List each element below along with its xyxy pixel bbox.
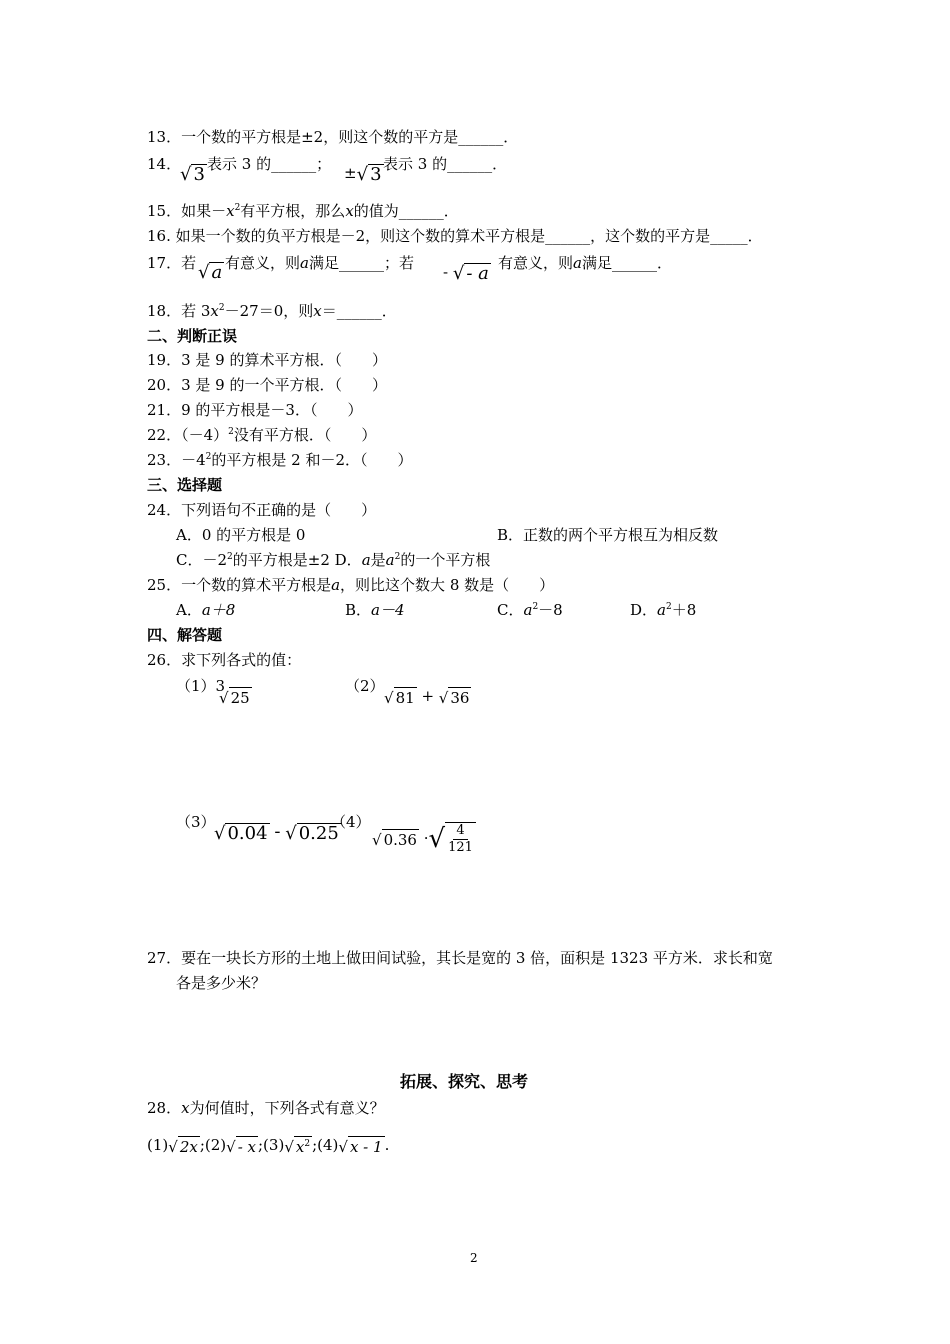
question-15: 15．如果$-x^2$有平方根，那么x的值为______． [147, 202, 459, 220]
section-heading-4: 四、解答题 [147, 626, 223, 644]
question-20: 20．3 是 9 的一个平方根．（ ） [147, 376, 387, 394]
q25-option-b: B．a－4 [345, 601, 405, 619]
question-22: 22．$(-4)^2$没有平方根．（ ） [147, 426, 377, 444]
q17-radical-1: √ a [198, 261, 223, 283]
question-19: 19．3 是 9 的算术平方根．（ ） [147, 351, 387, 369]
page-number: 2 [470, 1251, 478, 1265]
question-13: 13．一个数的平方根是±2，则这个数的平方是______． [147, 128, 519, 146]
question-18: 18．若 $3x^2-27=0$，则x＝______． [147, 302, 397, 320]
q14-text-2: 表示 3 的______． [383, 155, 508, 173]
q25-option-a: A．a＋8 [176, 601, 236, 619]
q14-number: 14． [147, 155, 182, 173]
q24-option-a: A．0 的平方根是 0 [176, 526, 306, 544]
question-24: 24．下列语句不正确的是（ ） [147, 501, 377, 519]
q17-text-2: 有意义，则a满足______． [498, 254, 672, 272]
q26-part-4-expr: √ 0.36 ·√ $\frac{4}{121}$ [372, 822, 476, 856]
q14-radical-1: √ 3 [180, 163, 205, 185]
q26-part-2-label: （2） [345, 677, 385, 695]
q17-text-1: 有意义，则a满足______；若 [225, 254, 414, 272]
question-23: 23．$-4^2$的平方根是 2 和－2．（ ） [147, 451, 413, 469]
q28-expressions: (1)√ 2x ;(2)√ - x ;(3)√ $x^2$ ;(4)√ x - 1 . [147, 1136, 390, 1156]
q26-part-3-expr: √ 0.04 - √ 0.25 [214, 821, 339, 844]
q17-radical-2: - √ - a [443, 262, 489, 284]
q26-part-4-label: （4） [331, 813, 371, 831]
section-title-extension: 拓展、探究、思考 [400, 1072, 529, 1091]
q14-text-1: 表示 3 的______； [207, 155, 332, 173]
question-25: 25．一个数的算术平方根是a，则比这个数大 8 数是（ ） [147, 576, 555, 594]
q24-option-cd: C．$-2^2$的平方根是±2 D．a是$a^2$的一个平方根 [176, 551, 491, 569]
q26-part-1-label: （1）3 [176, 677, 226, 695]
question-27-line-1: 27．要在一块长方形的土地上做田间试验，其长是宽的 3 倍，面积是 1323 平方米．求长和宽 [147, 949, 773, 967]
question-16: 16. 如果一个数的负平方根是－2，则这个数的算术平方根是______，这个数的平方是_____． [147, 227, 763, 245]
question-14 [147, 154, 181, 174]
question-28: 28．x为何值时，下列各式有意义？ [147, 1099, 385, 1117]
q14-radical-2: ±√ 3 [344, 163, 382, 185]
section-heading-3: 三、选择题 [147, 476, 223, 494]
q24-option-b: B．正数的两个平方根互为相反数 [497, 526, 719, 544]
q25-option-d: D．$a^2+8$ [630, 601, 697, 619]
question-27-line-2: 各是多少米？ [176, 974, 267, 992]
question-17: 17．若 [147, 254, 197, 272]
q26-part-3-label: （3） [176, 813, 216, 831]
section-heading-2: 二、判断正误 [147, 327, 238, 345]
q26-part-2-expr: √ 81 + √ 36 [384, 687, 470, 707]
q25-option-c: C．$a^2-8$ [497, 601, 563, 619]
question-21: 21．9 的平方根是－3．（ ） [147, 401, 363, 419]
q26-part-1-radical: √ 25 [219, 688, 250, 707]
question-26: 26．求下列各式的值： [147, 651, 302, 669]
